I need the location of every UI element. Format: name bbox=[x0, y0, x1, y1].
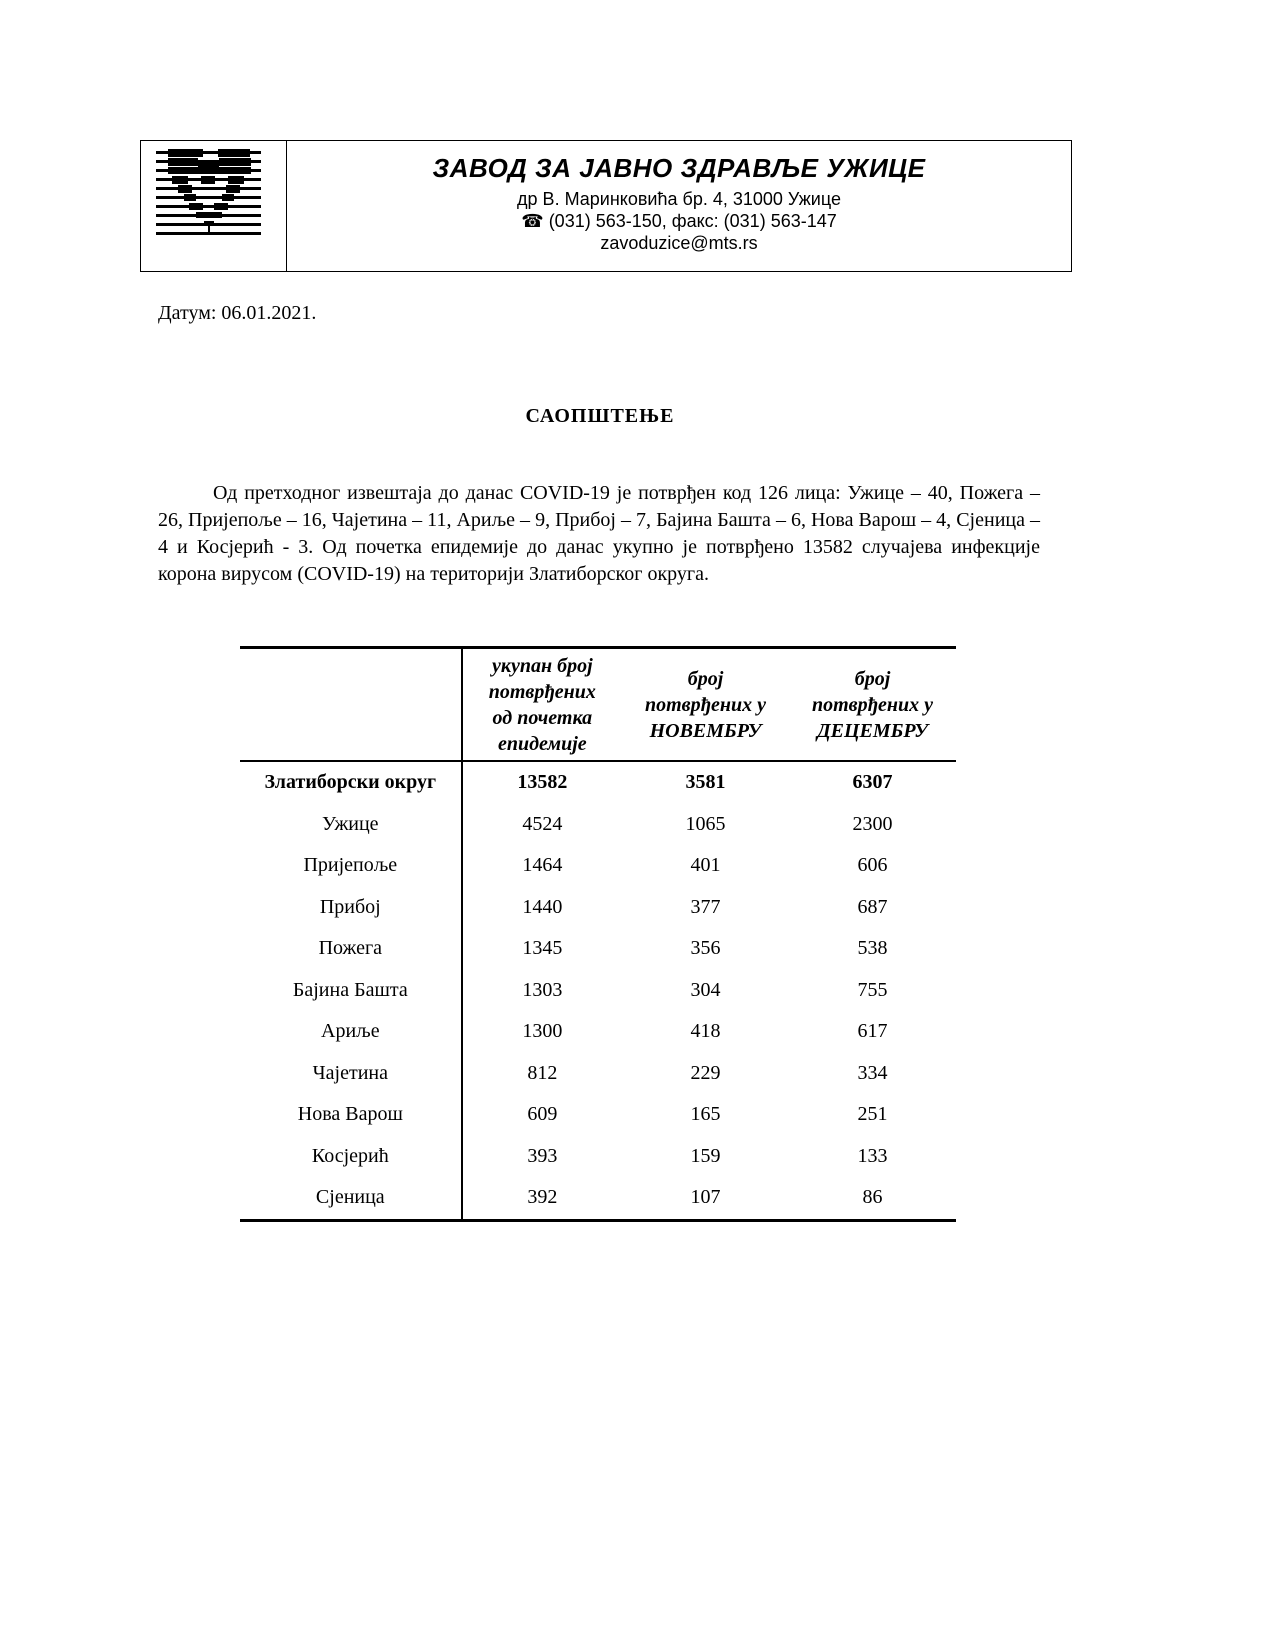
region-name: Чајетина bbox=[240, 1053, 462, 1095]
december-cases: 755 bbox=[857, 978, 888, 1001]
december-cases: 251 bbox=[857, 1103, 888, 1126]
address: др В. Маринковића бр. 4, 31000 Ужице bbox=[517, 189, 841, 209]
december-cases: 617 bbox=[857, 1020, 888, 1043]
header-text: број bbox=[687, 668, 724, 690]
november-cases: 377 bbox=[690, 895, 721, 918]
header-text: епидемије bbox=[497, 733, 587, 755]
total-cases: 609 bbox=[527, 1103, 558, 1126]
header-text: потврђених bbox=[488, 681, 596, 703]
region-name: Нова Варош bbox=[240, 1094, 462, 1136]
header-text: ДЕЦЕМБРУ bbox=[816, 720, 929, 742]
total-cases: 13582 bbox=[517, 771, 568, 794]
region-name: Ариље bbox=[240, 1011, 462, 1053]
header-text: потврђених у bbox=[644, 694, 767, 716]
header-region bbox=[240, 648, 462, 762]
header-text: укупан број bbox=[491, 655, 593, 677]
december-cases: 538 bbox=[857, 937, 888, 960]
november-cases: 107 bbox=[690, 1186, 721, 1209]
december-cases: 334 bbox=[857, 1061, 888, 1084]
table-row bbox=[240, 928, 956, 970]
document-title: САОПШТЕЊЕ bbox=[525, 405, 675, 427]
november-cases: 1065 bbox=[685, 812, 726, 835]
table-row bbox=[240, 970, 956, 1012]
header-text: од почетка bbox=[492, 707, 593, 729]
total-cases: 392 bbox=[527, 1186, 558, 1209]
email: zavoduzice@mts.rs bbox=[600, 233, 758, 253]
total-cases: 1345 bbox=[522, 937, 563, 960]
november-cases: 356 bbox=[690, 937, 721, 960]
december-cases: 133 bbox=[857, 1144, 888, 1167]
phone-fax-line bbox=[287, 210, 1071, 232]
header-total bbox=[462, 648, 622, 762]
region-name: Златиборски округ bbox=[240, 761, 462, 804]
letterhead-info bbox=[287, 141, 1071, 271]
november-cases: 304 bbox=[690, 978, 721, 1001]
header-text: број bbox=[854, 668, 891, 690]
november-cases: 159 bbox=[690, 1144, 721, 1167]
total-cases: 1464 bbox=[522, 854, 563, 877]
table-row bbox=[240, 845, 956, 887]
table-row bbox=[240, 1136, 956, 1178]
logo-cell bbox=[141, 141, 287, 271]
november-cases: 418 bbox=[690, 1020, 721, 1043]
november-cases: 229 bbox=[690, 1061, 721, 1084]
region-name: Косјерић bbox=[240, 1136, 462, 1178]
region-name: Пожега bbox=[240, 928, 462, 970]
region-name: Сјеница bbox=[240, 1177, 462, 1220]
cases-table bbox=[240, 646, 956, 1222]
header-text: потврђених у bbox=[811, 694, 934, 716]
total-cases: 4524 bbox=[522, 812, 563, 835]
date-line: Датум: 06.01.2021. bbox=[158, 302, 317, 324]
table-row bbox=[240, 1053, 956, 1095]
december-cases: 687 bbox=[857, 895, 888, 918]
november-cases: 401 bbox=[690, 854, 721, 877]
phone-icon: ☎ bbox=[521, 211, 544, 231]
total-cases: 1440 bbox=[522, 895, 563, 918]
december-cases: 6307 bbox=[852, 771, 893, 794]
phone-fax-text: (031) 563-150, факс: (031) 563-147 bbox=[548, 211, 837, 231]
total-cases: 812 bbox=[527, 1061, 558, 1084]
region-name: Пријепоље bbox=[240, 845, 462, 887]
institute-logo-icon bbox=[156, 149, 266, 241]
header-november bbox=[622, 648, 789, 762]
table-header-row bbox=[240, 648, 956, 762]
table-row bbox=[240, 887, 956, 929]
organization-name: ЗАВОД ЗА ЈАВНО ЗДРАВЉЕ УЖИЦЕ bbox=[432, 153, 926, 183]
table-row bbox=[240, 1094, 956, 1136]
december-cases: 86 bbox=[862, 1186, 883, 1209]
total-cases: 1303 bbox=[522, 978, 563, 1001]
header-december bbox=[789, 648, 956, 762]
header-text: НОВЕМБРУ bbox=[649, 720, 762, 742]
november-cases: 3581 bbox=[685, 771, 726, 794]
table-row bbox=[240, 1177, 956, 1220]
table-row bbox=[240, 1011, 956, 1053]
region-name: Прибој bbox=[240, 887, 462, 929]
total-cases: 1300 bbox=[522, 1020, 563, 1043]
total-cases: 393 bbox=[527, 1144, 558, 1167]
december-cases: 2300 bbox=[852, 812, 893, 835]
december-cases: 606 bbox=[857, 854, 888, 877]
table-row bbox=[240, 804, 956, 846]
table-row-total bbox=[240, 761, 956, 804]
november-cases: 165 bbox=[690, 1103, 721, 1126]
announcement-paragraph: Од претходног извештаја до данас COVID-19 је потврђен код 126 лица: Ужице – 40, Пожега – 26, Пријепоље – 16, Чајетина – 11, Ариље – 9, Прибој – 7, Бајина Башта – 6, Нова Варош – 4, Сјеница – 4 и Косјерић - 3. Од почетка епидемије до данас укупно је потврђено 13582 случајева инфекције корона вирусом (COVID-19) на територији Златиборског округа. bbox=[158, 482, 1040, 585]
letterhead bbox=[140, 140, 1072, 272]
region-name: Ужице bbox=[240, 804, 462, 846]
region-name: Бајина Башта bbox=[240, 970, 462, 1012]
